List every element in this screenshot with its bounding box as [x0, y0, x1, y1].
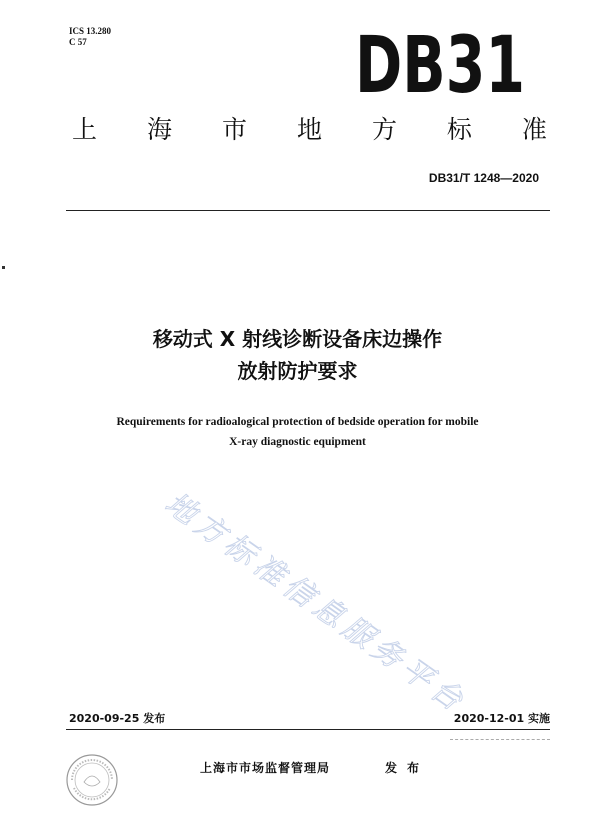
- ics-code: ICS 13.280: [69, 26, 112, 36]
- title-char: 上: [72, 115, 98, 144]
- dashed-mark: [450, 739, 550, 740]
- title-char: 准: [521, 115, 547, 144]
- logo-text: DB31: [355, 21, 525, 111]
- standard-number: DB31/T 1248—2020: [428, 171, 539, 185]
- watermark-text: 地方标准信息服务平台: [158, 485, 474, 722]
- title-char: 市: [221, 115, 247, 144]
- title-char: 海: [146, 115, 172, 144]
- issue-date: 2020-09-25 发布: [69, 712, 166, 725]
- chinese-title: [0, 323, 595, 387]
- chinese-title-line1: 移动式 X 射线诊断设备床边操作: [152, 327, 443, 351]
- title-char: 地: [296, 115, 322, 144]
- chinese-title-line2: 放射防护要求: [237, 359, 358, 383]
- publisher: 上海市市场监督管理局: [200, 761, 331, 775]
- db31-logo: [354, 21, 526, 111]
- english-title: [0, 412, 595, 452]
- ccs-code: C 57: [69, 37, 87, 47]
- scan-mark: [2, 266, 5, 269]
- publish-label: 发布: [385, 761, 430, 775]
- implementation-date: 2020-12-01 实施: [453, 712, 550, 725]
- official-seal-image: [64, 752, 120, 808]
- standard-category-title: [72, 110, 547, 146]
- english-title-line2: X-ray diagnostic equipment: [229, 436, 366, 448]
- top-divider: [66, 210, 550, 211]
- ics-classification: [69, 26, 111, 48]
- english-title-line1: Requirements for radioalogical protection of bedside operation for mobile: [116, 416, 479, 428]
- bottom-divider: [66, 729, 550, 730]
- title-char: 方: [371, 115, 397, 144]
- title-char: 标: [446, 115, 472, 144]
